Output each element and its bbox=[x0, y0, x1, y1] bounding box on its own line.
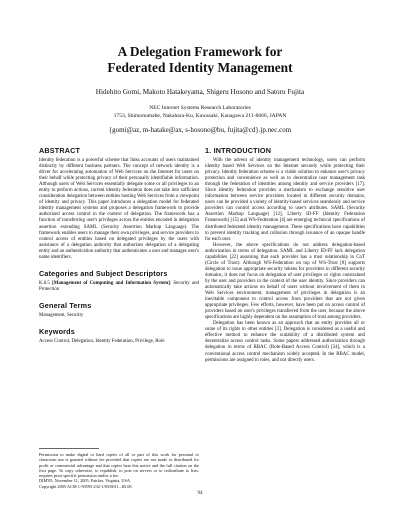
title-line-1: A Delegation Framework for bbox=[117, 44, 283, 59]
author-list: Hidehito Gomi, Makoto Hatakeyama, Shigeru Hosono and Satoru Fujita bbox=[95, 88, 305, 96]
title-line-2: Federated Identity Management bbox=[107, 60, 293, 75]
permission-text: Permission to make digital or hard copies of all or part of this work for personal or classroom use is granted without fee provided that copies are not made or distributed for profit or commercial advantage and that copies bear this notice and the full citation on the first page. To copy otherwise, to republish, to post on servers or to redistribute to lists, requires prior specific permission and/or a fee. bbox=[39, 452, 199, 479]
copyright-line: Copyright 2005 ACM 1-59593-232-1/05/0011...$5.00. bbox=[39, 483, 133, 489]
venue-line: DIM'05, November 11, 2005, Fairfax, Virginia, USA. bbox=[39, 478, 132, 484]
right-column bbox=[205, 146, 365, 364]
categories-rest: : Security and Protection bbox=[39, 280, 199, 292]
general-terms-section bbox=[39, 301, 199, 319]
categories-code: K.6.5 bbox=[39, 280, 50, 286]
general-terms-heading: General Terms bbox=[39, 300, 92, 310]
paper-title bbox=[40, 44, 360, 76]
categories-bold: [Management of Computing and Information System] bbox=[52, 280, 170, 286]
keywords-text: Access Control, Delegation, Identity Federation, Privilege, Role bbox=[39, 338, 165, 344]
affiliation-address: 1753, Shimonumabe, Nakahara-Ku, Kawasaki, Kanagawa 211-8666, JAPAN bbox=[113, 112, 287, 119]
affiliation bbox=[20, 105, 380, 120]
intro-paragraph-1: With the advent of identity management technology, users can perform identity based Web Services on the Internet securely while protecting their privacy. Identity federation scheme is a viable solution to enhance user's privacy protection and convenience as well as to decentralize user management task through the federation of identities among identity and service providers [17]. Since identity federation provides a mechanism to exchange sensitive user information between service providers located in different security domains, users can be provided a variety of identity-based services seamlessly and service providers can control access according to user's attributes. SAML (Security Assertion Markup Language) [12], Liberty ID-FF (Identity Federation Framework) [15] and WS-Federation [4] are emerging technical specifications of distributed federated identity management. These specifications have capabilities to prevent identity tracking and collusion through issuance of an opaque handle for each user. bbox=[205, 158, 365, 242]
categories-section bbox=[39, 269, 199, 293]
categories-heading: Categories and Subject Descriptors bbox=[39, 268, 168, 278]
permission-notice bbox=[39, 448, 199, 489]
page-number: 94 bbox=[197, 490, 203, 496]
author-emails: {gomi@az, m-hatake@ax, s-hosono@bu, fujita@cd}.jp.nec.com bbox=[108, 126, 292, 134]
footnote-rule bbox=[39, 448, 99, 449]
abstract-text: Identity federation is a powerful scheme that links accounts of users maintained distinctly by different business partners. The concept of network identity is a driver for accelerating automation of Web Services on the Internet for users on their behalf while protecting privacy of their personally identifiable information. Although users of Web Services essentially delegate some or all privileges to an entity to perform actions, current identity federation does not take into sufficient consideration delegation between entities hosting Web Services from a viewpoint of identity and privacy. This paper introduces a delegation model for federated identity management systems and proposes a delegation framework to provide authorized access control in the context of delegation. The framework has a function of transferring user's privileges across the entities encoded in delegation assertion extending SAML (Security Assertion Markup Language). The framework enables users to manage their own privileges, and service providers to control access of entities based on delegated privileges by the users with assistance of a delegation authority that authorizes delegation of a delegating entity and an authentication authority that authenticates a user and manages user's name identifiers. bbox=[39, 158, 199, 260]
intro-paragraph-3: Delegation has been known as an approach that an entity provides all or some of its rights to other entities [3]. Delegation is considered as a useful and effective method to enhance the scalability of a distributed system and decentralize access control tasks. Some papers addressed authorization through delegation in terms of RBAC (Role-Based Access Control) [24], which is a conventional access control mechanism widely accepted. In the RBAC model, permissions are assigned to roles, and not directly users. bbox=[205, 321, 365, 363]
affiliation-org: NEC Internet Systems Research Laboratories bbox=[149, 105, 251, 111]
keywords-section bbox=[39, 327, 199, 345]
abstract-heading: ABSTRACT bbox=[39, 146, 81, 155]
general-terms-text: Management, Security bbox=[39, 312, 84, 318]
categories-text bbox=[39, 281, 199, 293]
left-column bbox=[39, 146, 199, 345]
introduction-heading: 1. INTRODUCTION bbox=[205, 146, 272, 155]
keywords-heading: Keywords bbox=[39, 326, 75, 336]
intro-paragraph-2: However, the above specifications do not address delegation-based authorization in terms of delegation. SAML and Liberty ID-FF lack delegation capabilities [22] assuming that each provider has a trust relationship in CoT (Circle of Trust). Although WS-Federation on top of WS-Trust [8] supports delegation to issue appropriate security tokens for providers in different security domains, it does not focus on delegation of user privileges or rights constrained by the user and providers in the context of the user identity. Since providers can automatically take actions on behalf of users without involvement of them in Web Services environment, management of privileges in delegation is an inevitable component to control access from providers that are not given appropriate privileges. Few efforts, however, have been put on access control of providers based on user's privileges transferred from the user, because the above specifications are highly dependent on the assumption of trust among providers. bbox=[205, 242, 365, 321]
